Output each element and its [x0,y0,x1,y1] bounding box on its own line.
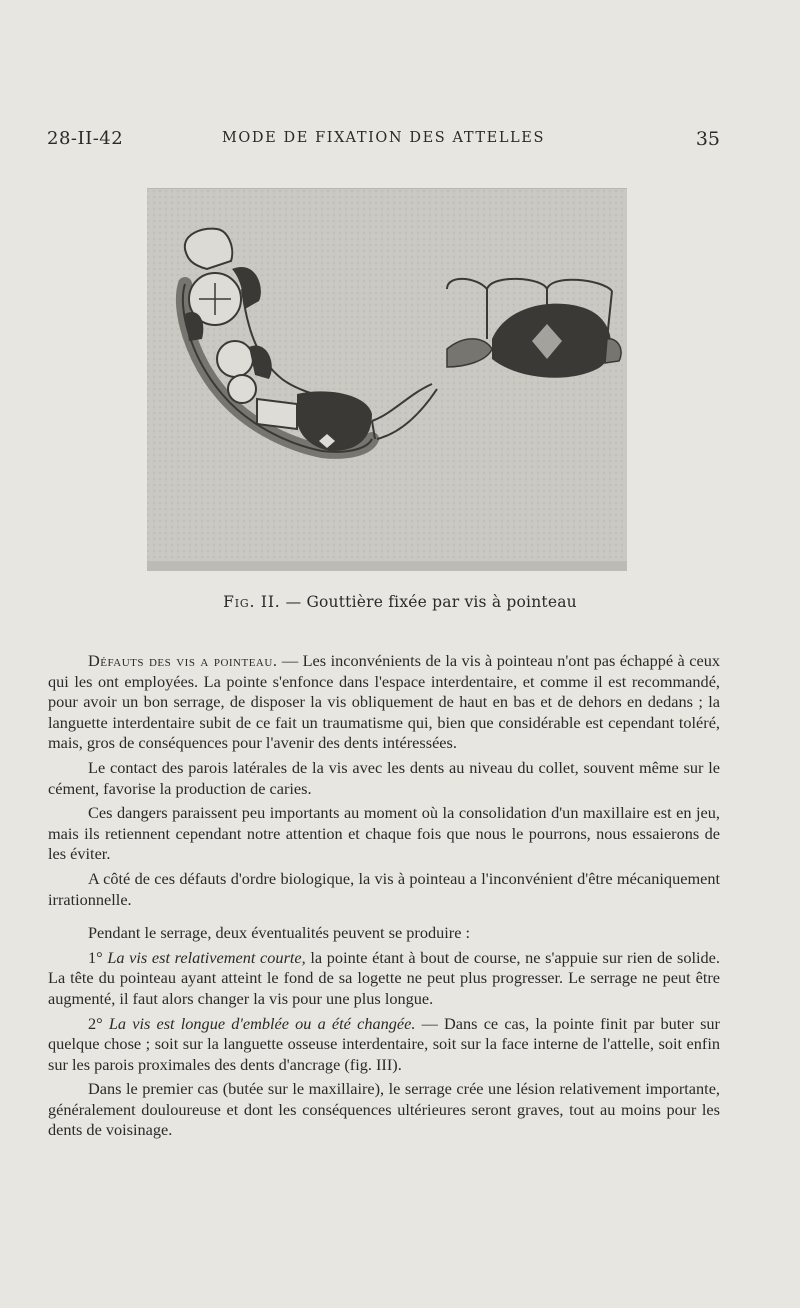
paragraph-5: Pendant le serrage, deux éventualités peuvent se produire : [88,923,471,943]
caption-label: Fig. II. [223,593,281,611]
paragraph-3: Ces dangers paraissent peu importants au moment où la consolidation d'un maxillaire est en jeu, mais ils retiennent cependant notre attention et chaque fois que nous le pourrons, nous essaierons de les éviter. [48,803,720,864]
page-number: 35 [695,128,720,150]
item-number-2: 2° [88,1013,103,1033]
paragraph-4: A côté de ces défauts d'ordre biologique, la vis à pointeau a l'inconvénient d'être mécaniquement irrationnelle. [48,868,720,909]
item-number-1: 1° [88,947,103,967]
running-header [47,128,720,154]
header-date: 28-II-42 [47,128,124,149]
paragraph-7 [48,1014,720,1076]
paragraph-6 [48,948,720,1010]
section-heading: Défauts des vis a pointeau. [88,651,278,670]
paragraph-8: Dans le premier cas (butée sur le maxillaire), le serrage crée une lésion relativement importante, généralement douloureuse et dont les conséquences ultérieures seront graves, tout au moins pour les dents de voisinage. [48,1079,720,1140]
paragraph-6-text: la pointe étant à bout de course, ne s'appuie sur rien de solide. La tête du pointeau ayant atteint le fond de sa logette ne peut plus progresser. Le serrage ne peut être augmenté, il faut alors changer la vis pour une plus longue. [48,947,720,1008]
paragraph-1 [48,651,720,754]
paragraph-2: Le contact des parois latérales de la vis avec les dents au niveau du collet, souvent même sur le cément, favorise la production de caries. [48,757,720,798]
caption-text: — Gouttière fixée par vis à pointeau [280,593,577,611]
item-1-italic: La vis est relativement courte, [107,947,306,967]
header-title: MODE DE FIXATION DES ATTELLES [221,130,546,146]
item-2-italic: La vis est longue d'emblée ou a été changée. [108,1013,416,1033]
body-text [48,651,720,1141]
paragraph-1-text: — Les inconvénients de la vis à pointeau n'ont pas échappé à ceux qui les ont employées. La pointe s'enfonce dans l'espace interdentaire, et comme il est recommandé, pour avoir un bon serrage, de disposer la vis obliquement de haut en bas et de dehors en dedans ; la languette interdentaire subit de ce fait un traumatisme qui, bien que considérable est cependant toléré, mais, gros de conséquences pour l'avenir des dents intéressées. [48,651,720,753]
paragraph-7-text: — Dans ce cas, la pointe finit par buter sur quelque chose ; soit sur la languette osseuse interdentaire, soit sur la face interne de l'attelle, soit enfin sur les parois proximales des dents d'ancrage (fig. III). [48,1013,720,1074]
figure-caption [0,593,800,611]
figure-illustration [147,188,627,571]
splint-drawing [147,189,627,571]
